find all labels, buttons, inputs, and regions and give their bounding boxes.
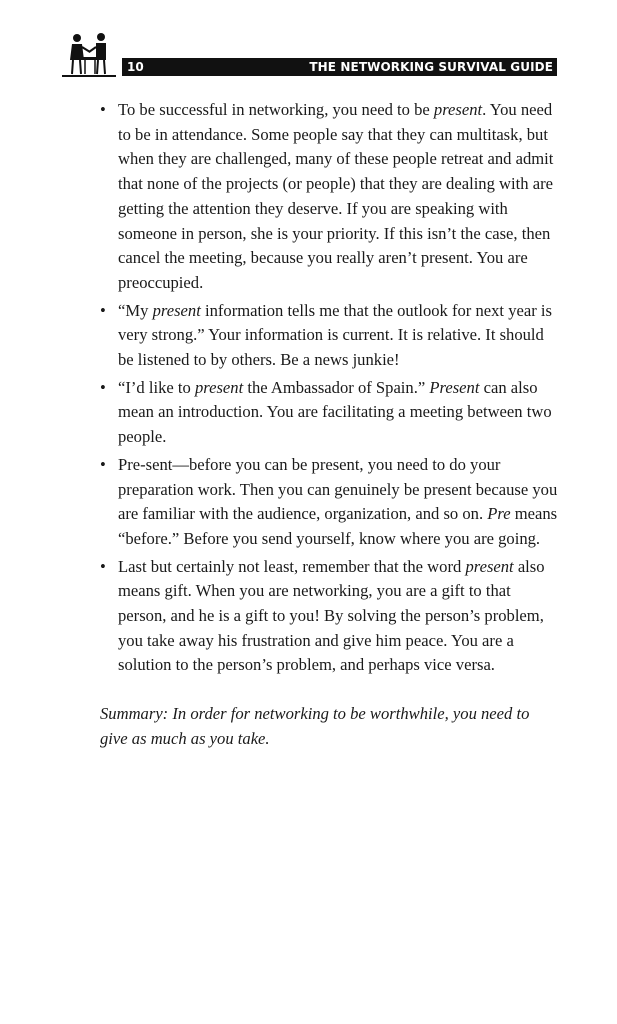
page-header — [60, 30, 557, 80]
running-title: THE NETWORKING SURVIVAL GUIDE — [309, 60, 553, 74]
bullet-list — [96, 98, 562, 678]
bullet-icon: • — [100, 377, 106, 397]
list-item: • “My present information tells me that the outlook for next year is very strong.” Your information is current. It is relative. It should be listened to by others. Be a news junkie! — [100, 300, 552, 370]
bullet-icon: • — [100, 556, 106, 576]
summary-text: Summary: In order for networking to be worthwhile, you need to give as much as you take. — [100, 704, 530, 748]
header-bar — [122, 58, 557, 76]
list-item: • Last but certainly not least, remember that the word present also means gift. When you are networking, you are a gift to that person, and he is a gift to you! By solving the person’s problem, you take away his frustration and give him peace. You are a solution to the person’s problem, and perhaps vice versa. — [100, 556, 545, 675]
list-item: • “I’d like to present the Ambassador of Spain.” Present can also mean an introduction. You are facilitating a meeting between two people. — [100, 377, 552, 447]
list-item: • To be successful in networking, you need to be present. You need to be in attendance. Some people say that they can multitask, but when they are challenged, many of these people retreat and admit that none of the projects (or people) that they are dealing with are getting the attention they deserve. If you are speaking with someone in person, she is your priority. If this isn’t the case, then cancel the meeting, because you really aren’t present. You are preoccupied. — [100, 100, 554, 292]
list-item: • Pre-sent—before you can be present, you need to do your preparation work. Then you can genuinely be present because you are familiar with the audience, organization, and so on. Pre means “before.” Before you send yourself, know where you are going. — [100, 454, 558, 548]
page-body — [96, 98, 562, 768]
handshake-logo-icon — [60, 30, 118, 78]
bullet-icon: • — [100, 100, 106, 119]
page-number: 10 — [127, 60, 144, 74]
bullet-icon: • — [100, 300, 106, 320]
bullet-icon: • — [100, 454, 106, 474]
